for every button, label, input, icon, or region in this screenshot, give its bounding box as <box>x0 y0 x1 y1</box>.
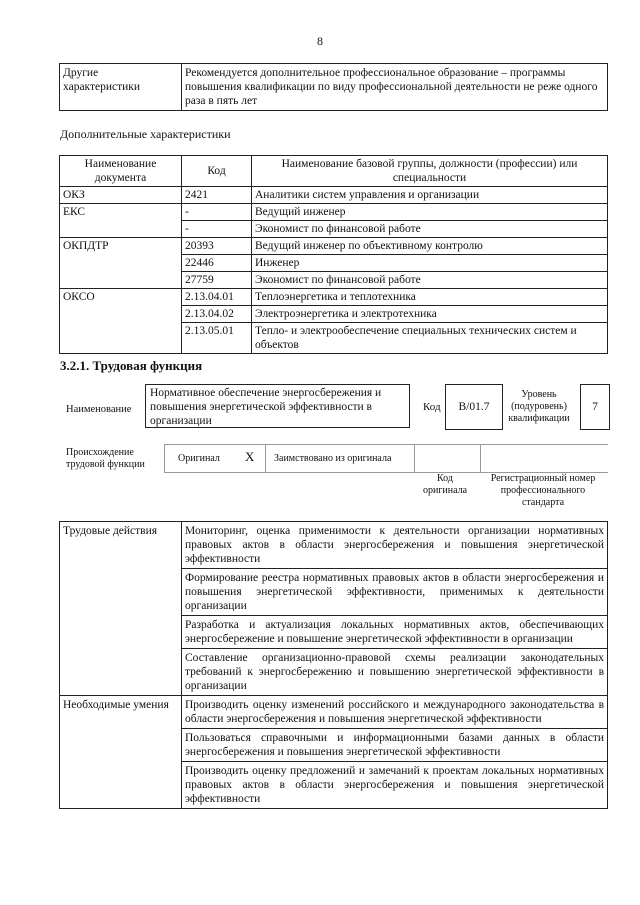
table-row <box>60 238 608 255</box>
qualification-level-value: 7 <box>580 384 610 430</box>
header-group-name: Наименование базовой группы, должности (профессии) или специальности <box>252 156 608 187</box>
section-title: 3.2.1. Трудовая функция <box>60 358 203 373</box>
cell-name: Экономист по финансовой работе <box>252 221 608 238</box>
function-name-value: Нормативное обеспечение энергосбережения и повышения энергетической эффективности в организации <box>145 384 410 428</box>
work-action-item: Мониторинг, оценка применимости к деятельности организации нормативных правовых актов в области энергосбережения и повышения энергетической эффективности <box>182 522 608 569</box>
cell-document: ОКЗ <box>60 187 182 204</box>
original-label: Оригинал <box>178 453 220 464</box>
cell-name: Тепло- и электрообеспечение специальных технических систем и объектов <box>252 323 608 354</box>
cell-document: ОКПДТР <box>60 238 182 289</box>
cell-name: Теплоэнергетика и теплотехника <box>252 289 608 306</box>
work-action-item: Разработка и актуализация локальных нормативных актов, обеспечивающих энергосбережение и повышение энергетической эффективности в организации <box>182 616 608 649</box>
cell-code: 20393 <box>182 238 252 255</box>
code-original-label: Код оригинала <box>422 473 468 496</box>
cell-name: Инженер <box>252 255 608 272</box>
page-number: 8 <box>317 34 323 48</box>
qualification-level-label: Уровень (подуровень) квалификации <box>508 389 570 424</box>
other-characteristics-value: Рекомендуется дополнительное профессиональное образование – программы повышения квалификации по виду профессиональной деятельности не реже одного раза в пять лет <box>182 64 608 111</box>
code-label: Код <box>423 401 441 413</box>
cell-code: 27759 <box>182 272 252 289</box>
borrowed-label: Заимствовано из оригинала <box>274 453 392 464</box>
cell-code: 2.13.04.02 <box>182 306 252 323</box>
registration-number-label: Регистрационный номер профессионального стандарта <box>490 473 596 508</box>
cell-code: 2.13.05.01 <box>182 323 252 354</box>
cell-name: Экономист по финансовой работе <box>252 272 608 289</box>
cell-document: ЕКС <box>60 204 182 238</box>
cell-document: ОКСО <box>60 289 182 354</box>
work-action-item: Составление организационно-правовой схемы реализации законодательных требований к энергосбережению и повышению энергетической эффективности в организации <box>182 649 608 696</box>
cell-code: 2421 <box>182 187 252 204</box>
work-table <box>59 521 608 809</box>
table-row <box>60 187 608 204</box>
skill-item: Производить оценку изменений российского и международного законодательства в области энергосбережения и повышения энергетической эффективности <box>182 696 608 729</box>
table-row <box>60 64 608 111</box>
cell-name: Ведущий инженер по объективному контролю <box>252 238 608 255</box>
table-row <box>60 289 608 306</box>
origin-label: Происхождение трудовой функции <box>66 447 145 470</box>
cell-code: 22446 <box>182 255 252 272</box>
required-skills-label: Необходимые умения <box>60 696 182 809</box>
table-row <box>60 522 608 569</box>
skill-item: Производить оценку предложений и замечаний к проектам локальных нормативных правовых актов в области энергосбережения и повышения энергетической эффективности <box>182 762 608 809</box>
skill-item: Пользоваться справочными и информационными базами данных в области энергосбережения и повышения энергетической эффективности <box>182 729 608 762</box>
cell-name: Аналитики систем управления и организации <box>252 187 608 204</box>
additional-characteristics-table <box>59 155 608 354</box>
work-action-item: Формирование реестра нормативных правовых актов в области энергосбережения и повышения энергетической эффективности, применимых к деятельности организации <box>182 569 608 616</box>
original-mark: X <box>245 449 255 464</box>
cell-name: Ведущий инженер <box>252 204 608 221</box>
other-characteristics-label: Другие характеристики <box>60 64 182 111</box>
code-value: B/01.7 <box>445 384 503 430</box>
cell-name: Электроэнергетика и электротехника <box>252 306 608 323</box>
table-header-row <box>60 156 608 187</box>
work-actions-label: Трудовые действия <box>60 522 182 696</box>
cell-code: - <box>182 204 252 221</box>
cell-code: - <box>182 221 252 238</box>
additional-characteristics-title: Дополнительные характеристики <box>60 127 231 141</box>
table-row <box>60 696 608 729</box>
header-code: Код <box>182 156 252 187</box>
header-document: Наименование документа <box>60 156 182 187</box>
function-name-label: Наименование <box>66 404 132 415</box>
other-characteristics-table <box>59 63 608 111</box>
table-row <box>60 204 608 221</box>
cell-code: 2.13.04.01 <box>182 289 252 306</box>
